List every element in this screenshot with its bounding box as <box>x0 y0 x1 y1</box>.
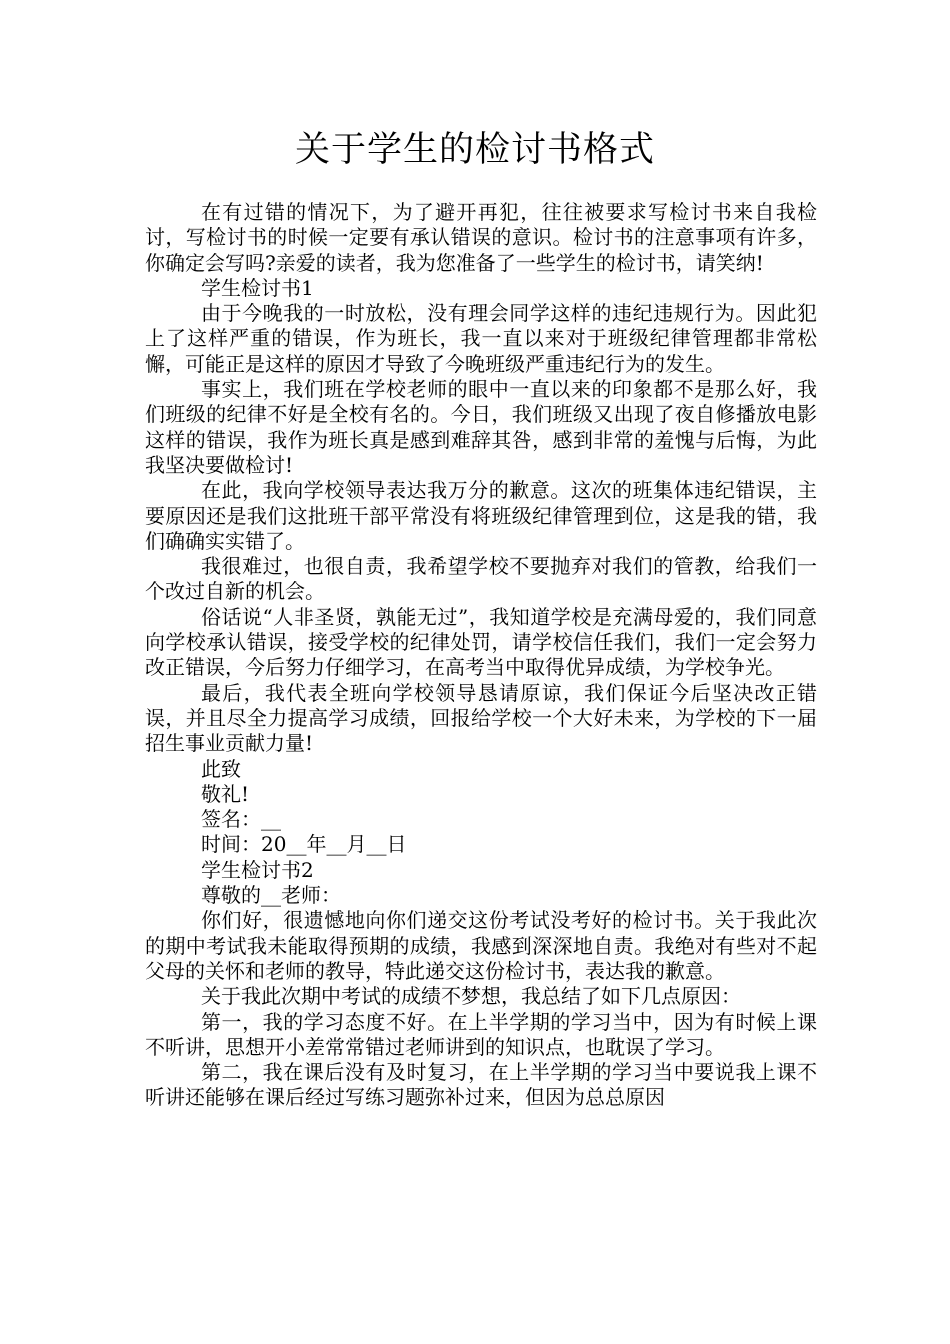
document-body <box>145 200 817 1111</box>
date-line: 时间：20__年__月__日 <box>201 832 407 857</box>
body-paragraph: 在此，我向学校领导表达我万分的歉意。这次的班集体违纪错误，主要原因还是我们这批班干部平常没有将班级纪律管理到位，这是我的错，我们确确实实错了。 <box>145 478 817 553</box>
body-paragraph: 关于我此次期中考试的成绩不梦想，我总结了如下几点原因： <box>201 984 741 1009</box>
body-paragraph: 由于今晚我的一时放松，没有理会同学这样的违纪违规行为。因此犯上了这样严重的错误，作为班长，我一直以来对于班级纪律管理都非常松懈，可能正是这样的原因才导致了今晚班级严重违纪行为的发生。 <box>145 301 817 376</box>
body-paragraph: 第一，我的学习态度不好。在上半学期的学习当中，因为有时候上课不听讲，思想开小差常常错过老师讲到的知识点，也耽误了学习。 <box>145 1009 817 1059</box>
section-heading: 学生检讨书2 <box>201 857 314 882</box>
body-paragraph: 我很难过，也很自责，我希望学校不要抛弃对我们的管教，给我们一个改过自新的机会。 <box>145 554 817 604</box>
intro-paragraph: 在有过错的情况下，为了避开再犯，往往被要求写检讨书来自我检讨，写检讨书的时候一定要有承认错误的意识。检讨书的注意事项有许多，你确定会写吗?亲爱的读者，我为您准备了一些学生的检讨书，请笑纳! <box>145 200 817 275</box>
body-paragraph: 事实上，我们班在学校老师的眼中一直以来的印象都不是那么好，我们班级的纪律不好是全校有名的。今日，我们班级又出现了夜自修播放电影这样的错误，我作为班长真是感到难辞其咎，感到非常的羞愧与后悔，为此我坚决要做检讨! <box>145 377 817 477</box>
body-paragraph: 俗话说“人非圣贤，孰能无过”，我知道学校是充满母爱的，我们同意向学校承认错误，接受学校的纪律处罚，请学校信任我们，我们一定会努力改正错误，今后努力仔细学习，在高考当中取得优异成绩，为学校争光。 <box>145 604 817 680</box>
body-paragraph: 最后，我代表全班向学校领导恳请原谅，我们保证今后坚决改正错误，并且尽全力提高学习成绩，回报给学校一个大好未来，为学校的下一届招生事业贡献力量! <box>145 680 817 756</box>
body-paragraph: 你们好，很遗憾地向你们递交这份考试没考好的检讨书。关于我此次的期中考试我未能取得预期的成绩，我感到深深地自责。我绝对有些对不起父母的关怀和老师的教导，特此递交这份检讨书，表达我的歉意。 <box>145 908 817 983</box>
closing-line: 此致 <box>201 756 241 781</box>
closing-salute: 敬礼! <box>201 781 250 806</box>
signature-line: 签名：__ <box>201 807 281 832</box>
document-title: 关于学生的检讨书格式 <box>294 130 655 170</box>
body-paragraph: 第二，我在课后没有及时复习，在上半学期的学习当中要说我上课不听讲还能够在课后经过写练习题弥补过来，但因为总总原因 <box>145 1060 817 1110</box>
salutation: 尊敬的__老师： <box>201 883 341 908</box>
section-heading: 学生检讨书1 <box>201 275 314 300</box>
